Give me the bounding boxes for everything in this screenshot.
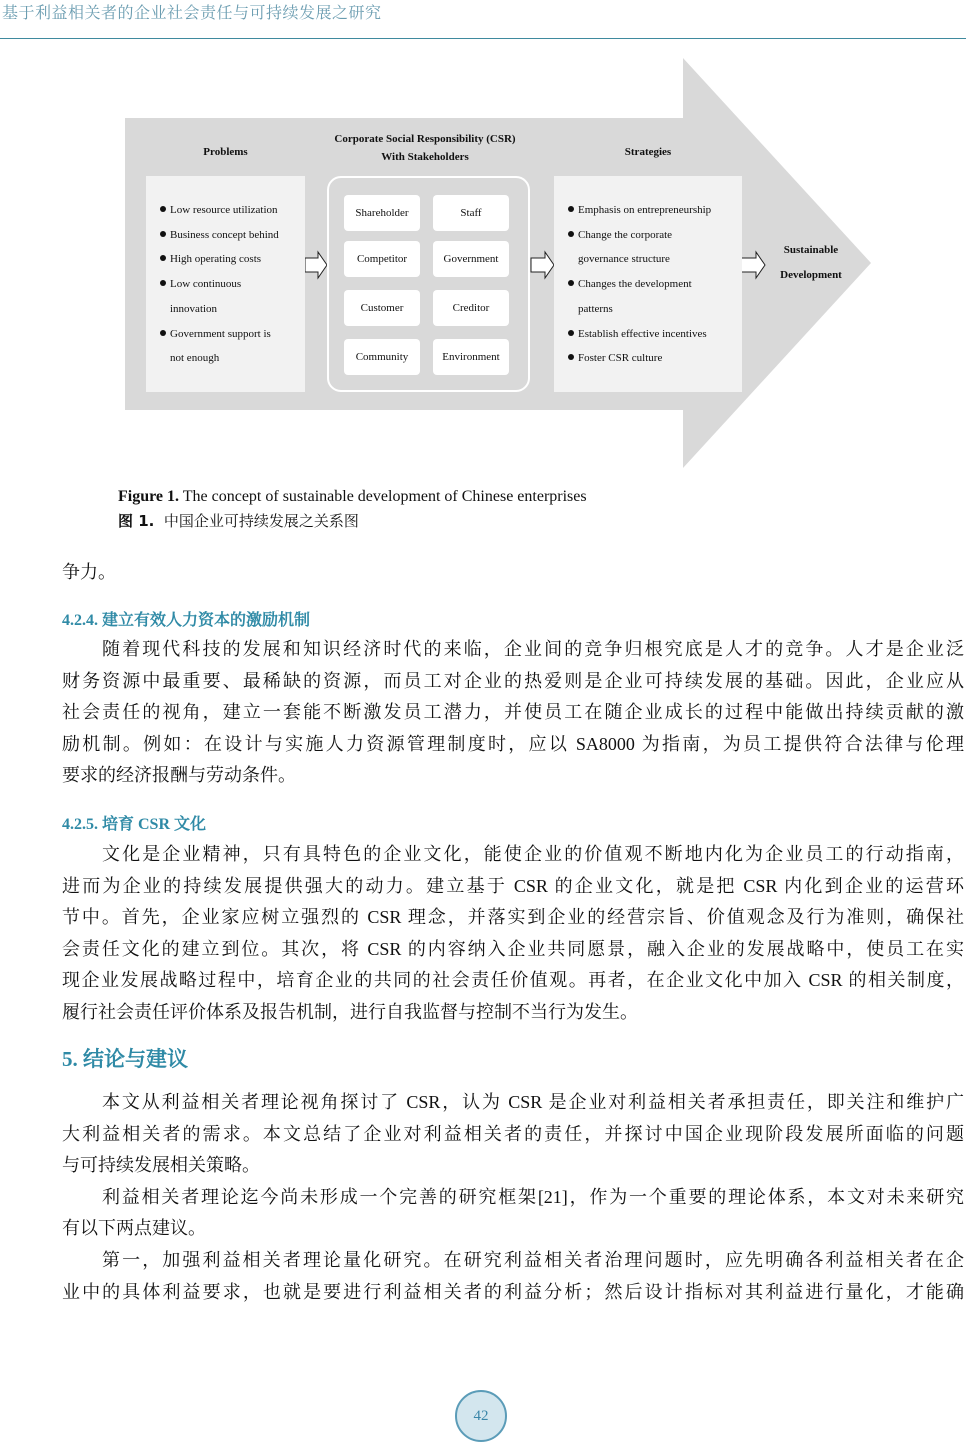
paragraph: 本文从利益相关者理论视角探讨了 CSR，认为 CSR 是企业对利益相关者承担责任，即关注和维护广 大利益相关者的需求。本文总结了企业对利益相关者的责任，并探讨中国企业现阶段发展所面临的问题 与可持续发展相关策略。 利益相关者理论迄今尚未形成一个完善的研究框架[21]，作为一个重要的理论体系，本文对未来研究 有以下两点建议。 第一，加强利益相关者理论量化研究。在研究利益相关者治理问题时，应先明确各利益相关者在企 业中的具体利益要求，也就是要进行利益相关者的利益分析；然后设计指标对其利益进行量化，才能确	[62, 1092, 964, 1302]
list-item: Government support is	[160, 322, 279, 347]
outcome-line2: Development	[780, 269, 842, 281]
bullet-icon	[160, 255, 166, 261]
list-item: High operating costs	[160, 247, 279, 272]
list-item: Foster CSR culture	[568, 346, 711, 371]
list-item-continued: not enough	[170, 352, 220, 365]
section-heading-5: 5. 结论与建议	[62, 1047, 188, 1071]
section-heading-4-2-4: 4.2.4. 建立有效人力资本的激励机制	[62, 612, 311, 629]
paragraph: 文化是企业精神，只有具特色的企业文化，能使企业的价值观不断地内化为企业员工的行动指南， 进而为企业的持续发展提供强大的动力。建立基于 CSR 的企业文化，就是把 CSR 内化到企业的运营环 节中。首先，企业家应树立强烈的 CSR 理念，并落实到企业的经营宗旨、价值观念及行为准则，确保社 会责任文化的建立到位。其次，将 CSR 的内容纳入企业共同愿景，融入企业的发展战略中，使员工在实 现企业发展战略过程中，培育企业的共同的社会责任价值观。再者，在企业文化中加入 CSR 的相关制度， 履行社会责任评价体系及报告机制，进行自我监督与控制不当行为发生。	[62, 844, 964, 1022]
stakeholder-cell: Government	[433, 241, 509, 277]
list-item: Changes the development	[568, 272, 711, 297]
paragraph: 随着现代科技的发展和知识经济时代的来临，企业间的竞争归根究底是人才的竞争。人才是企业泛 财务资源中最重要、最稀缺的资源，而员工对企业的热爱则是企业可持续发展的基础。因此，企业应从 社会责任的视角，建立一套能不断激发员工潜力，并使员工在随企业成长的过程中能做出持续贡献的激 励机制。例如：在设计与实施人力资源管理制度时，应以 SA8000 为指南，为员工提供符合法律与伦理 要求的经济报酬与劳动条件。	[62, 639, 964, 786]
bullet-icon	[568, 231, 574, 237]
list-item: Low continuous	[160, 272, 279, 297]
csr-title-line1: Corporate Social Responsibility (CSR)	[334, 133, 516, 145]
stakeholder-cell: Community	[344, 339, 420, 375]
page-number: 42	[455, 1390, 507, 1442]
stakeholder-cell: Staff	[433, 195, 509, 231]
running-header: 基于利益相关者的企业社会责任与可持续发展之研究	[2, 5, 382, 22]
figure-1	[0, 0, 966, 480]
figure-caption-en: Figure 1. The concept of sustainable development of Chinese enterprises	[118, 488, 587, 505]
outcome-line1: Sustainable	[783, 244, 839, 256]
strategies-title: Strategies	[624, 146, 672, 158]
stakeholder-cell: Customer	[344, 290, 420, 326]
bullet-icon	[568, 354, 574, 360]
problems-title: Problems	[203, 146, 248, 158]
list-item: Business concept behind	[160, 223, 279, 248]
figure-caption-zh: 图 1. 中国企业可持续发展之关系图	[118, 512, 359, 530]
bullet-icon	[568, 206, 574, 212]
bullet-icon	[568, 280, 574, 286]
csr-title-line2: With Stakeholders	[381, 151, 469, 163]
stakeholder-cell: Competitor	[344, 241, 420, 277]
list-item: Low resource utilization	[160, 198, 279, 223]
list-item: Establish effective incentives	[568, 322, 711, 347]
list-item: Emphasis on entrepreneurship	[568, 198, 711, 223]
carry-over-text: 争力。	[62, 562, 116, 582]
stakeholder-cell: Creditor	[433, 290, 509, 326]
section-heading-4-2-5: 4.2.5. 培育 CSR 文化	[62, 816, 207, 833]
problems-list	[160, 198, 279, 371]
list-item-continued: patterns	[578, 302, 613, 315]
bullet-icon	[160, 206, 166, 212]
strategies-list	[568, 198, 711, 371]
list-item-continued: governance structure	[578, 253, 670, 266]
stakeholder-cell: Shareholder	[344, 195, 420, 231]
bullet-icon	[160, 280, 166, 286]
bullet-icon	[160, 330, 166, 336]
list-item-continued: innovation	[170, 302, 218, 315]
bullet-icon	[568, 330, 574, 336]
bullet-icon	[160, 231, 166, 237]
stakeholder-cell: Environment	[433, 339, 509, 375]
list-item: Change the corporate	[568, 223, 711, 248]
